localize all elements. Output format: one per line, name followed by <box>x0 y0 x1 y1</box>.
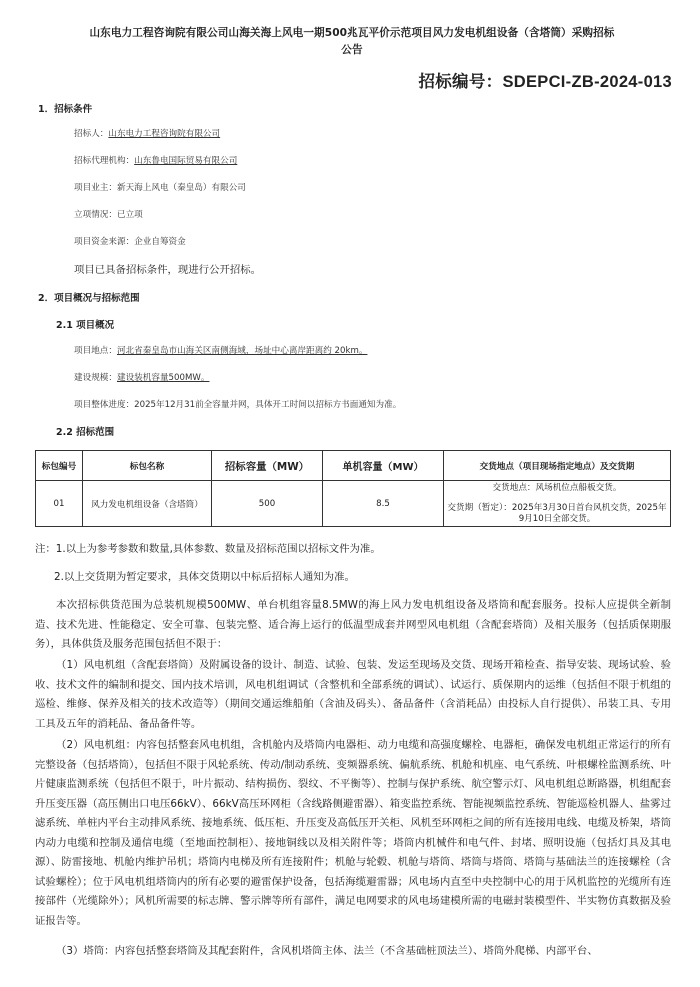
note-2: 2.以上交货期为暂定要求，具体交货期以中标后招标人通知为准。 <box>54 571 355 583</box>
title-line-2: 公告 <box>341 44 363 56</box>
tenderer-value: 山东电力工程咨询院有限公司 <box>108 129 221 139</box>
table-row <box>36 481 671 527</box>
scale-row <box>74 371 209 383</box>
table-header-row <box>36 451 671 481</box>
approval-value: 已立项 <box>116 210 143 220</box>
cell-unit-capacity: 8.5 <box>323 481 444 527</box>
delivery-time: 交货期（暂定）：2025年3月30日首台风机交货，2025年9月10日全部交货。 <box>447 502 667 524</box>
header-delivery: 交货地点（项目现场指定地点）及交货期 <box>444 451 671 481</box>
scope-item-1: （1）风电机组（含配套塔筒）及附属设备的设计、制造、试验、包装、发运至现场及交货、现场开箱检查、指导安装、现场试验、验收、技术文件的编制和提交、国内技术培训，风电机组调试（含整机和全部系统的调试）、试运行、质保期内的运维（包括但不限于机组的巡检、维修、保养及相关的技术改造等）（期间交通运维船舶（含油及码头）、备品备件（含消耗品）由投标人自行提供）、吊装工具、专用工具及五年的消耗品、备品备件等。 <box>35 659 671 730</box>
cell-package-no: 01 <box>36 481 83 527</box>
funding-value: 企业自筹资金 <box>134 237 186 247</box>
agent-value: 山东鲁电国际贸易有限公司 <box>134 156 238 166</box>
agent-row <box>74 154 237 166</box>
owner-label: 项目业主： <box>74 183 117 193</box>
header-package-no: 标包编号 <box>36 451 83 481</box>
location-value: 河北省秦皇岛市山海关区南侧海域，场址中心离岸距离约 20km。 <box>116 346 368 356</box>
scale-label: 建设规模： <box>74 373 117 383</box>
header-unit-capacity: 单机容量（MW） <box>323 451 444 481</box>
funding-row <box>74 235 186 247</box>
document-title <box>34 0 670 59</box>
cell-delivery <box>444 481 671 527</box>
progress-row: 项目整体进度：2025年12月31前全容量并网，具体开工时间以招标方书面通知为准。 <box>74 400 402 410</box>
section-1-heading: 1．招标条件 <box>38 104 93 115</box>
location-label: 项目地点： <box>74 346 117 356</box>
scope-paragraph: 本次招标供货范围为总装机规模500MW、单台机组容量8.5MW的海上风力发电机组设备及塔筒和配套服务。投标人应提供全新制造、技术先进、性能稳定、安全可靠、包装完整、适合海上运行的低温型成套并网型风电机组（含配套塔筒）及相关服务（包括质保期服务），具体供货及服务范围包括但不限于： <box>35 599 671 650</box>
bid-number-label: 招标编号： <box>418 72 503 91</box>
note-1: 注：1.以上为参考参数和数量,具体参数、数量及招标范围以招标文件为准。 <box>35 543 381 555</box>
title-line-1: 山东电力工程咨询院有限公司山海关海上风电一期500兆瓦平价示范项目风力发电机组设备（含塔筒）采购招标 <box>89 27 615 39</box>
bid-number <box>34 68 672 92</box>
agent-label: 招标代理机构： <box>74 156 135 166</box>
scope-item-3: （3）塔筒：内容包括整套塔筒及其配套附件，含风机塔筒主体、法兰（不含基础桩顶法兰）、塔筒外爬梯、内部平台、 <box>56 945 598 957</box>
approval-label: 立项情况： <box>74 210 117 220</box>
approval-row <box>74 208 143 220</box>
scope-item-2: （2）风电机组：内容包括整套风电机组，含机舱内及塔筒内电器柜、动力电缆和高强度螺栓、电器柜，确保发电机组正常运行的所有完整设备（包括塔筒），包括但不限于风轮系统、传动/制动系统、变频器系统、偏航系统、机舱和机座、电气系统、叶根螺栓监测系统、叶片健康监测系统（包括但不限于，叶片振动、结构损伤、裂纹、不平衡等）、控制与保护系统、航空警示灯、风电机组总断路器，机组配套升压变压器（高压侧出口电压66kV）、66kV高压环网柜（含线路侧避雷器）、箱变监控系统、智能视频监控系统、智能巡检机器人、盐雾过滤系统、单桩内平台主动排风系统、接地系统、低压柜、升压变及高低压开关柜、风机至环网柜之间的所有连接用电线、电缆及桥架，塔筒内动力电缆和控制及通信电缆（至地面控制柜）、接地铜线以及相关附件等；塔筒内机械件和电气件、封堵、照明设施（包括灯具及其电源）、防雷接地、机舱内维护吊机；塔筒内电梯及所有连接附件；机舱与轮毂、机舱与塔筒、塔筒与塔筒、塔筒与基础法兰的连接螺栓（含试验螺栓）；位于风电机组塔筒内的所有必要的避雷保护设备，包括海缆避雷器；风电场内直至中央控制中心的用于风机监控的光缆所有连接部件（光缆除外）；风机所需要的标志牌、警示牌等所有部件，满足电网要求的风电场建模所需的电磁封装模型件、半实物仿真数据及验证报告等。 <box>35 739 671 927</box>
section-2-2-heading: 2.2 招标范围 <box>56 427 115 438</box>
cell-package-name: 风力发电机组设备（含塔筒） <box>83 481 212 527</box>
cell-capacity: 500 <box>212 481 323 527</box>
owner-row <box>74 181 246 193</box>
tenderer-row <box>74 127 220 139</box>
owner-value: 新天海上风电（秦皇岛）有限公司 <box>116 183 246 193</box>
header-package-name: 标包名称 <box>83 451 212 481</box>
section-2-heading: 2．项目概况与招标范围 <box>38 293 140 304</box>
bid-number-value: SDEPCI-ZB-2024-013 <box>502 73 672 91</box>
location-row <box>74 344 367 356</box>
delivery-place: 交货地点：风场机位点船板交货。 <box>492 482 622 493</box>
funding-label: 项目资金来源： <box>74 237 135 247</box>
scale-value: 建设装机容量500MW。 <box>116 373 210 383</box>
tender-condition-statement: 项目已具备招标条件，现进行公开招标。 <box>74 264 262 276</box>
section-2-1-heading: 2.1 项目概况 <box>56 320 115 331</box>
header-capacity: 招标容量（MW） <box>212 451 323 481</box>
tenderer-label: 招标人： <box>74 129 109 139</box>
bid-package-table <box>35 450 671 527</box>
